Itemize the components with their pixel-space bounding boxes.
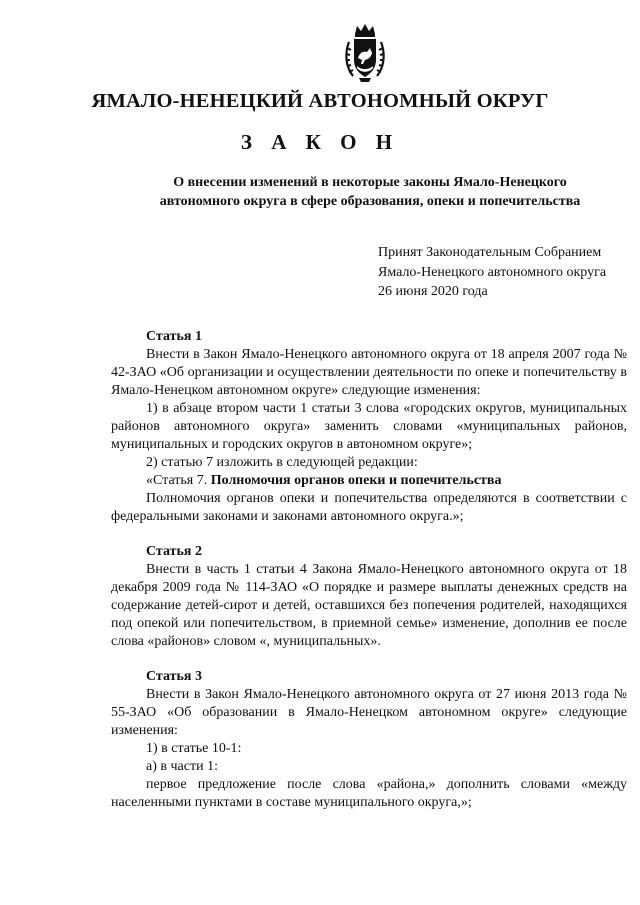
law-subject-line: автономного округа в сфере образования, опеки и попечительства xyxy=(159,194,581,209)
region-title: ЯМАЛО-НЕНЕЦКИЙ АВТОНОМНЫЙ ОКРУГ xyxy=(91,90,549,112)
article-paragraph: Внести в Закон Ямало-Ненецкого автономного округа от 27 июня 2013 года № 55-ЗАО «Об образовании в Ямало-Ненецком автономном округе» следующие изменения: xyxy=(111,687,627,738)
adoption-note xyxy=(378,243,638,302)
document-type: З А К О Н xyxy=(240,130,400,154)
article-paragraph: Внести в Закон Ямало-Ненецкого автономного округа от 18 апреля 2007 года № 42-ЗАО «Об организации и осуществлении деятельности по опеке и попечительству в Ямало-Ненецком автономном округе» следующие изменения: xyxy=(111,347,627,398)
article-heading: Статья 1 xyxy=(146,329,202,344)
law-body xyxy=(111,328,627,812)
article-paragraph: Внести в часть 1 статьи 4 Закона Ямало-Ненецкого автономного округа от 18 декабря 2009 года № 114-ЗАО «О порядке и размере выплаты денежных средств на содержание детей-сирот и детей, оставшихся без попечения родителей, находящихся под опекой или попечительством, в приемной семье» изменение, дополнив ее после слова «районов» словом «, муниципальных». xyxy=(111,562,627,649)
article-heading: Статья 3 xyxy=(146,669,202,684)
article-paragraph: 1) в абзаце втором части 1 статьи 3 слова «городских округов, муниципальных районов автономного округа» заменить словами «муниципальных районов, муниципальных и городских округов в автономном округе»; xyxy=(111,401,627,452)
law-subject xyxy=(110,173,630,211)
article-paragraph: 1) в статье 10-1: xyxy=(146,741,242,756)
article-heading: Статья 2 xyxy=(146,544,202,559)
adoption-line: Ямало-Ненецкого автономного округа xyxy=(378,264,607,280)
adoption-date: 26 июня 2020 года xyxy=(378,284,488,299)
law-subject-line: О внесении изменений в некоторые законы Ямало-Ненецкого xyxy=(173,175,567,190)
article-paragraph: 2) статью 7 изложить в следующей редакции: xyxy=(146,455,418,470)
article-paragraph: Полномочия органов опеки и попечительства определяются в соответствии с федеральными законами и законами автономного округа.»; xyxy=(111,491,627,524)
article-paragraph xyxy=(111,472,627,490)
article-paragraph: а) в части 1: xyxy=(146,759,218,774)
adoption-line: Принят Законодательным Собранием xyxy=(378,245,602,260)
coat-of-arms-icon xyxy=(341,22,389,84)
quoted-article-title: Полномочия органов опеки и попечительства xyxy=(210,473,502,488)
article-paragraph: первое предложение после слова «района,» дополнить словами «между населенными пунктами в составе муниципального округа,»; xyxy=(111,777,627,810)
quoted-article-prefix: «Статья 7. xyxy=(146,473,211,488)
